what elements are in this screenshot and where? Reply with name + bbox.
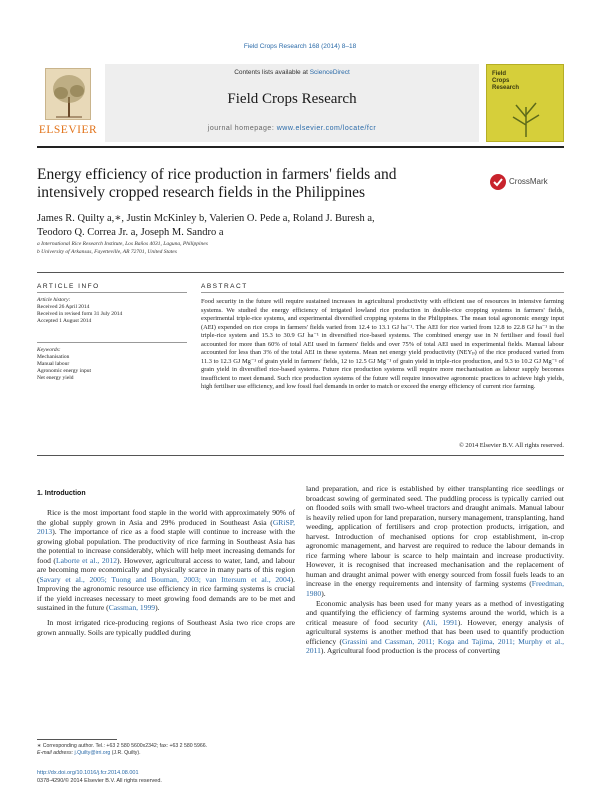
keyword: Net energy yield (37, 375, 74, 381)
keyword: Mechanisation (37, 354, 70, 360)
author-list (37, 212, 564, 240)
citation-link[interactable]: Ali, 1991 (425, 617, 458, 627)
authors-line-2: Teodoro Q. Correa Jr. a, Joseph M. Sandro a (37, 227, 224, 238)
sciencedirect-link[interactable]: ScienceDirect (309, 69, 350, 76)
journal-homepage (105, 125, 479, 132)
citation-link[interactable]: Cassman, 1999 (108, 603, 156, 613)
text-run: Rice is the most important food staple in the world with approximately 90% of the global supply grown in Asia and 29% produced in Southeast Asia ( (37, 508, 295, 527)
history-received: Received 26 April 2014 (37, 304, 90, 310)
text-run: ). The importance of rice as a food staple will continue to increase with the growing global population. The productivity of rice farming in Southeast Asia has the potential to increase considerably, which will help meet increasing demands for food ( (37, 527, 295, 565)
paragraph (306, 599, 564, 656)
doi-link[interactable]: http://dx.doi.org/10.1016/j.fcr.2014.08.001 (37, 770, 139, 776)
body-column-left (37, 508, 295, 637)
citation-link[interactable]: Grassini and Cassman, 2011; Koga and Tajima, 2011; Murphy et al., 2011 (306, 636, 564, 656)
journal-cover-thumbnail (486, 64, 564, 142)
text-run: Economic analysis has been used for many years as a method of investigating and quantifying the efficiency of farming systems around the world, which is a critical measure of food security ( (306, 598, 564, 627)
keyword: Manual labour (37, 361, 70, 367)
footnote-rule (37, 739, 117, 740)
text-run: land preparation, and rice is established by either transplanting rice seedlings or broadcast sowing of germinated seed. The puddling process is typically carried out on flooded soils with small two-wheel tractors and draught animals. Manual labour is heavily relied upon for land preparation, nursery management, transplanting, hand weeding, application of fertilisers and crop protection products, irrigation, and harvest. Introduction of mechanised options for crop establishment, in-crop agronomic management, and harvest are required to reduce the labour demands in rice farming where labour is scarce to help maintain and increase productivity. However, it is recognised that increased mechanisation and the replacement of human and draught animal power with energy sourced from fossil fuels leads to an increase in the energy requirements and intensity of farming systems ( (306, 484, 564, 589)
masthead-rule (37, 146, 564, 148)
text-run: ). Improving the agronomic resource use efficiency in rice farming systems is crucial if the yield increases necessary to meet growing food demands are to be met and sustained in the future ( (37, 574, 295, 613)
abstract-text: Food security in the future will require sustained increases in agricultural productivity with efficient use of resources in intensive farming systems. We studied the energy efficiency of irrigated lowland rice production in double-rice cropping systems in farmers' fields, experimental triple-rice systems, and experimental diversified cropping systems in the Philippines. The mean total agronomic energy input (AEI) expended on rice crops in farmers' fields varied from 12.4 to 13.1 GJ ha⁻¹. The AEI for rice varied from 12.8 to 22.8 GJ ha⁻¹ in the triple-rice system and 15.3 to 30.9 GJ ha⁻¹ in diversified rice-based systems. The combined energy use in N fertiliser and fossil fuel accounted for more than 60% of total AEI used in farmers' fields and over 75% of total AEI used in experimental fields. Manual labour accounted for less than 3% of the total AEI in these systems. Mean net energy yield productivity (NEYₚ) of the rice produced varied from 11.3 to 12.3 GJ Mg⁻¹ of grain yield in farmers' fields, 12 to 12.5 GJ Mg⁻¹ of grain yield in triple-rice production, and 9.3 to 10.2 GJ Mg⁻¹ of grain yield in diversified rice-based systems. Future rice production systems will require more mechanisation as labour supply becomes insufficient to meet demand. Such rice production systems of the future will require innovative agronomic practices to achieve high yields, high fertiliser use efficiency, and low fossil fuel demands in order to match or exceed the energy efficiency of current rice farming. (201, 298, 564, 391)
authors-line-1: James R. Quilty a,∗, Justin McKinley b, Valerien O. Pede a, Roland J. Buresh a, (37, 213, 375, 224)
section-heading-introduction: 1. Introduction (37, 490, 86, 497)
crossmark-icon (490, 174, 506, 190)
paragraph: In most irrigated rice-producing regions of Southeast Asia two rice crops are grown annually. Soils are typically puddled during (37, 618, 295, 637)
corresponding-author-footnote (37, 743, 295, 757)
elsevier-tree-icon (45, 68, 91, 120)
journal-name: Field Crops Research (227, 91, 357, 107)
text-run: ). (321, 589, 326, 599)
masthead (37, 64, 564, 142)
cover-title-line-2: Crops (492, 78, 510, 84)
text-run: ). Agricultural food production is the process of converting (320, 646, 500, 656)
keywords (37, 347, 187, 382)
crossmark-badge[interactable] (490, 174, 562, 190)
citation-link[interactable]: Savary et al., 2005; Tuong and Bouman, 2003; van Ittersum et al., 2004 (39, 574, 291, 584)
abstract-heading: ABSTRACT (201, 283, 248, 290)
text-run: ). (155, 603, 160, 613)
keyword: Agronomic energy input (37, 368, 91, 374)
body-column-right (306, 484, 564, 656)
text-run: ). However, agricultural access to water, land, and labour are becoming more economically and physically scarce in many parts of this region ( (37, 555, 295, 584)
keywords-rule (37, 342, 187, 343)
citation-link[interactable]: Laborte et al., 2012 (55, 555, 118, 565)
article-info-heading: ARTICLE INFO (37, 283, 100, 290)
affiliation-b: b University of Arkansas, Fayetteville, AR 72701, United States (37, 249, 177, 255)
issn-line: 0378-4290/© 2014 Elsevier B.V. All rights reserved. (37, 777, 162, 784)
history-accepted: Accepted 1 August 2014 (37, 318, 92, 324)
corresponding-author-line: ∗ Corresponding author. Tel.: +63 2 580 5600x2342; fax: +63 2 580 5966. (37, 743, 208, 749)
cover-title-line-3: Research (492, 85, 520, 91)
email-line (37, 750, 295, 757)
email-prefix: E-mail address: (37, 750, 75, 756)
history-revised: Received in revised form 31 July 2014 (37, 311, 123, 317)
history-label: Article history: (37, 297, 71, 303)
elsevier-logo (37, 64, 99, 142)
paragraph (37, 508, 295, 613)
elsevier-wordmark: ELSEVIER (38, 124, 98, 136)
journal-reference[interactable]: Field Crops Research 168 (2014) 8–18 (243, 43, 357, 50)
affiliation-a: a International Rice Research Institute, Los Baños 4031, Laguna, Philippines (37, 241, 208, 247)
homepage-prefix: journal homepage: (207, 125, 277, 132)
doi-block (37, 770, 337, 785)
abstract-copyright: © 2014 Elsevier B.V. All rights reserved. (458, 442, 564, 449)
abstract-rule (201, 292, 564, 293)
contents-prefix: Contents lists available at (234, 69, 310, 76)
citation-link[interactable]: Freedman, 1980 (306, 579, 564, 599)
keywords-label: Keywords: (37, 347, 61, 353)
homepage-link[interactable]: www.elsevier.com/locate/fcr (276, 125, 377, 132)
email-suffix: (J.R. Quilty). (110, 750, 141, 756)
text-run: ). However, energy analysis of agricultural systems is another method that has been used to quantify production efficiency ( (306, 617, 564, 646)
citation-link[interactable]: GRiSP, 2013 (37, 517, 295, 537)
crossmark-label: CrossMark (509, 177, 548, 186)
article-info-rule (37, 292, 187, 293)
journal-banner (105, 64, 479, 142)
abstract-bottom-rule (37, 455, 564, 456)
affiliations (37, 240, 564, 256)
paragraph (306, 484, 564, 599)
info-rule (37, 272, 564, 273)
article-history (37, 297, 187, 325)
cover-title (492, 71, 519, 92)
email-link[interactable]: j.Quilty@irri.org (74, 750, 111, 756)
article-title: Energy efficiency of rice production in farmers' fields and intensively cropped research fields in the Philippines (37, 166, 397, 201)
cover-title-line-1: Field (492, 71, 507, 77)
cover-plant-icon (501, 97, 551, 137)
contents-line (105, 69, 479, 76)
